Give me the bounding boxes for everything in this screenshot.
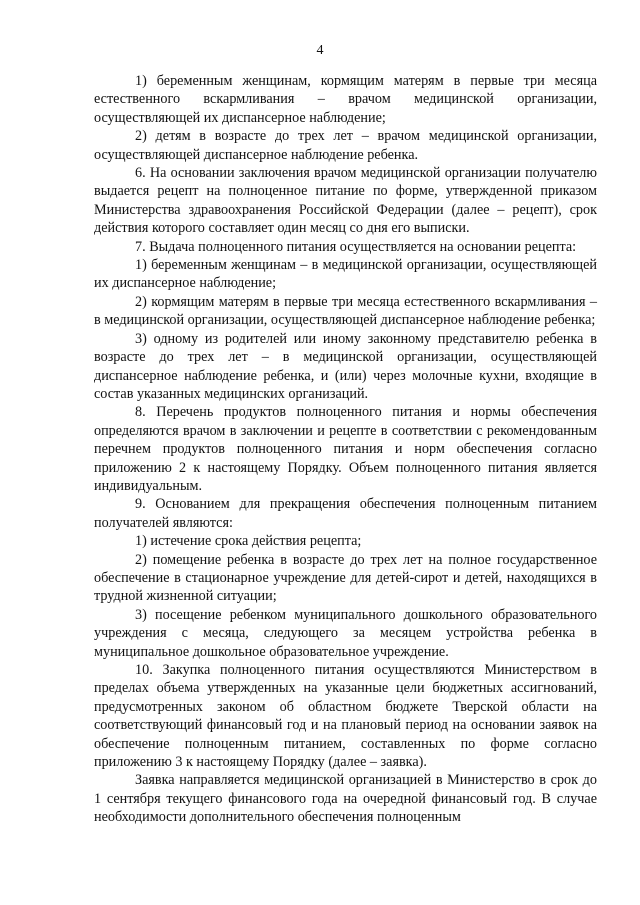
paragraph-5-1: 1) беременным женщинам, кормящим матерям в первые три месяца естественного вскармливания – врачом медицинской организации, осуществляющей их диспансерное наблюдение; xyxy=(94,73,597,126)
paragraph-9-1: 1) истечение срока действия рецепта; xyxy=(135,533,362,550)
paragraph-7-3: 3) одному из родителей или иному законному представителю ребенка в возрасте до трех лет – в медицинской организации, осуществляющей диспансерное наблюдение ребенка, и (или) через молочные кухни, входящие в состав указанных медицинских организаций. xyxy=(94,330,597,402)
paragraph-7-2: 2) кормящим матерям в первые три месяца естественного вскармливания – в медицинской организации, осуществляющей диспансерное наблюдение ребенка; xyxy=(94,293,597,329)
paragraph-9-2: 2) помещение ребенка в возрасте до трех лет на полное государственное обеспечение в стационарное учреждение для детей-сирот и детей, находящихся в трудной жизненной ситуации; xyxy=(94,551,597,605)
paragraph-8: 8. Перечень продуктов полноценного питания и нормы обеспечения определяются врачом в заключении и рецепте в соответствии с рекомендованным перечнем продуктов полноценного питания и норм обеспечения согласно приложению 2 к настоящему Порядку. Объем полноценного питания является индивидуальным. xyxy=(94,404,597,494)
paragraph-7: 7. Выдача полноценного питания осуществляется на основании рецепта: xyxy=(135,238,577,255)
page-number: 4 xyxy=(316,43,324,58)
paragraph-9: 9. Основанием для прекращения обеспечения полноценным питанием получателей являются: xyxy=(94,496,597,531)
paragraph-10-request: Заявка направляется медицинской организацией в Министерство в срок до 1 сентября текущего финансового года на очередной финансовый год. В случае необходимости дополнительного обеспечения полноценным xyxy=(94,772,597,826)
paragraph-7-1: 1) беременным женщинам – в медицинской организации, осуществляющей их диспансерное наблюдение; xyxy=(94,257,597,292)
paragraph-10: 10. Закупка полноценного питания осуществляются Министерством в пределах объема утвержденных на указанные цели бюджетных ассигнований, предусмотренных законом об областном бюджете Тверской области на соответствующий финансовый год и на плановый период на основании заявок на обеспечение полноценным питанием, составленных по форме согласно приложению 3 к настоящему Порядку (далее – заявка). xyxy=(94,662,597,771)
paragraph-5-2: 2) детям в возрасте до трех лет – врачом медицинской организации, осуществляющей диспансерное наблюдение ребенка. xyxy=(94,128,597,163)
document-body xyxy=(94,72,597,827)
paragraph-6: 6. На основании заключения врачом медицинской организации получателю выдается рецепт на полноценное питание по форме, утвержденной приказом Министерства здравоохранения Российской Федерации (далее – рецепт), срок действия которого составляет один месяц со дня его выписки. xyxy=(94,165,597,237)
paragraph-9-3: 3) посещение ребенком муниципального дошкольного образовательного учреждения с месяца, следующего за месяцем устройства ребенка в муниципальное дошкольное образовательное учреждение. xyxy=(94,606,597,660)
